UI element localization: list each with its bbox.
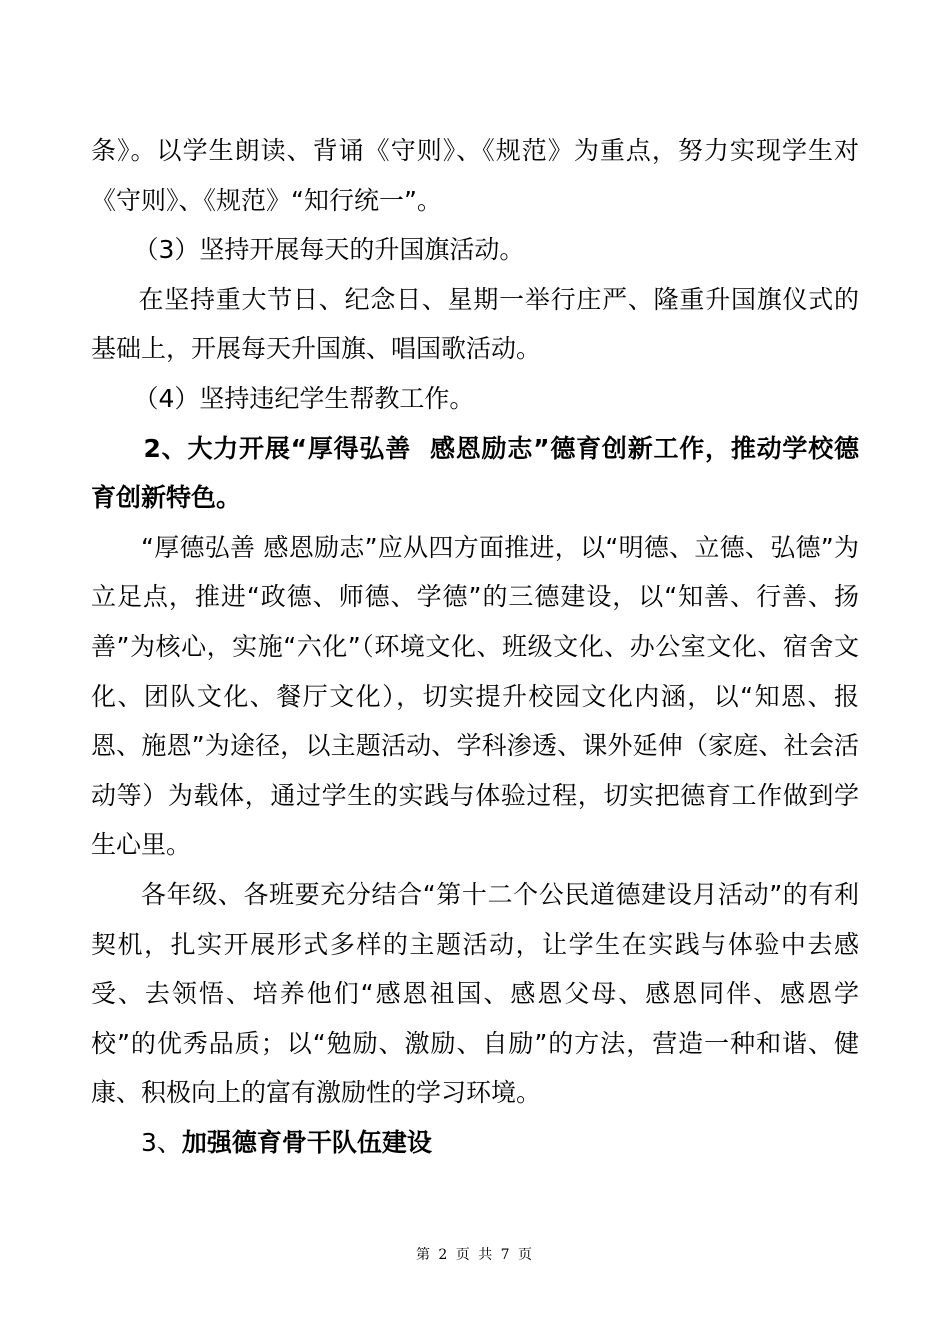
document-body bbox=[91, 126, 859, 1167]
paragraph-class-activities: 各年级、各班要充分结合“第十二个公民道德建设月活动”的有利契机，扎实开展形式多样的主题活动，让学生在实践与体验中去感受、去领悟、培养他们“感恩祖国、感恩父母、感恩同伴、感恩学校”的优秀品质；以“勉励、激励、自励”的方法，营造一种和谐、健康、积极向上的富有激励性的学习环境。 bbox=[91, 879, 859, 1108]
paragraph-moral-innovation: “厚德弘善 感恩励志”应从四方面推进，以“明德、立德、弘德”为立足点，推进“政德、师德、学德”的三德建设，以“知善、行善、扬善”为核心，实施“六化”（环境文化、班级文化、办公室文化、宿舍文化、团队文化、餐厅文化），切实提升校园文化内涵，以“知恩、报恩、施恩”为途径，以主题活动、学科渗透、课外延伸（家庭、社会活动等）为载体，通过学生的实践与体验过程，切实把德育工作做到学生心里。 bbox=[91, 532, 859, 860]
heading-text: 加强德育骨干队伍建设 bbox=[181, 1127, 432, 1157]
paragraph-continuation: 条》。以学生朗读、背诵《守则》、《规范》为重点，努力实现学生对《守则》、《规范》“知行统一”。 bbox=[91, 136, 859, 215]
page-footer: 第 2 页 共 7 页 bbox=[415, 1247, 535, 1263]
heading-number: 3、 bbox=[141, 1127, 182, 1157]
subheading-student-help: （4）坚持违纪学生帮教工作。 bbox=[133, 383, 475, 413]
heading-moral-innovation: 2、大力开展“厚得弘善 感恩励志”德育创新工作，推动学校德育创新特色。 bbox=[91, 433, 859, 513]
heading-staff-building bbox=[91, 1118, 859, 1168]
paragraph-flag-raising: 在坚持重大节日、纪念日、星期一举行庄严、隆重升国旗仪式的基础上，开展每天升国旗、唱国歌活动。 bbox=[91, 284, 859, 364]
subheading-flag-raising: （3）坚持开展每天的升国旗活动。 bbox=[133, 235, 525, 265]
